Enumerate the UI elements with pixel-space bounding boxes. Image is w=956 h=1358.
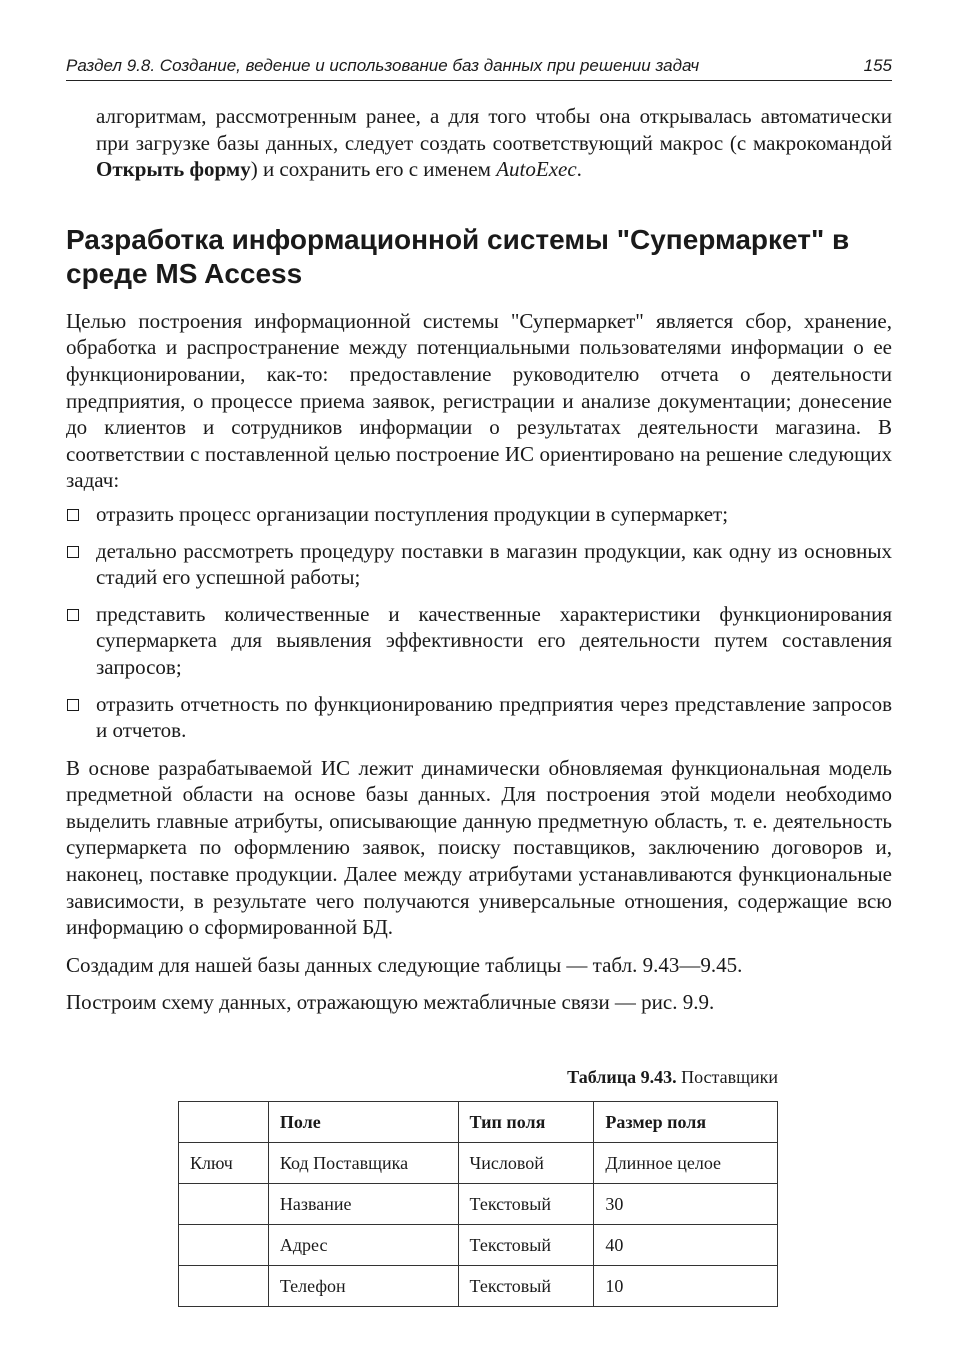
table-cell: [179, 1225, 269, 1266]
list-item-text: детально рассмотреть процедуру поставки в магазин продукции, как одну из основных стадий его успешной работы;: [96, 538, 892, 590]
list-item: [66, 501, 892, 528]
table-cell: Название: [268, 1184, 458, 1225]
list-item: [66, 601, 892, 681]
table-cell: 10: [594, 1266, 778, 1307]
table-cell: Код Поставщика: [268, 1143, 458, 1184]
checkbox-bullet-icon: [67, 699, 79, 711]
column-header: [179, 1102, 269, 1143]
table-cell: Ключ: [179, 1143, 269, 1184]
table-caption-title: Поставщики: [676, 1067, 778, 1088]
paragraph-1: Целью построения информационной системы "Супермаркет" является сбор, хранение, обработка и распространение между потенциальными пользователями информации о ее функционировании, как-то: предоставление руководителю отчета о деятельности предприятия, о процессе приема заявок, регистрации и анализе документации; донесение до клиентов и сотрудников информации о результатах деятельности магазина. В соответствии с поставленной целью построение ИС ориентировано на решение следующих задач:: [66, 308, 892, 493]
table-cell: Телефон: [268, 1266, 458, 1307]
table-cell: 40: [594, 1225, 778, 1266]
intro-text-3: .: [576, 157, 582, 182]
running-header: [66, 56, 892, 81]
table-cell: Текстовый: [458, 1184, 594, 1225]
table-cell: Длинное целое: [594, 1143, 778, 1184]
column-header: Поле: [268, 1102, 458, 1143]
table-header-row: [179, 1102, 778, 1143]
table-cell: Текстовый: [458, 1225, 594, 1266]
column-header: Тип поля: [458, 1102, 594, 1143]
list-item-text: представить количественные и качественные характеристики функционирования супермаркета для выявления эффективности его деятельности путем составления запросов;: [96, 601, 892, 679]
table-row: [179, 1266, 778, 1307]
table-caption: [66, 1066, 778, 1088]
table-row: [179, 1143, 778, 1184]
table-row: [179, 1184, 778, 1225]
table-cell: Адрес: [268, 1225, 458, 1266]
checkbox-bullet-icon: [67, 609, 79, 621]
table-cell: [179, 1184, 269, 1225]
table-cell: 30: [594, 1184, 778, 1225]
task-list: [66, 501, 892, 744]
intro-text-1: алгоритмам, рассмотренным ранее, а для того чтобы она открывалась автоматически при загрузке базы данных, следует создать соответствующий макрос (с макрокомандой: [96, 104, 892, 155]
table-row: [179, 1225, 778, 1266]
paragraph-3: Создадим для нашей базы данных следующие таблицы — табл. 9.43—9.45.: [66, 952, 743, 977]
intro-paragraph: [66, 103, 892, 183]
checkbox-bullet-icon: [67, 546, 79, 558]
running-header-title: Раздел 9.8. Создание, ведение и использование баз данных при решении задач: [66, 56, 700, 75]
checkbox-bullet-icon: [67, 509, 79, 521]
intro-bold: Открыть форму: [96, 157, 251, 182]
suppliers-table: [178, 1101, 778, 1307]
list-item: [66, 691, 892, 744]
paragraph-4: Построим схему данных, отражающую межтабличные связи — рис. 9.9.: [66, 990, 715, 1015]
page-number: 155: [863, 56, 892, 75]
page: [66, 56, 892, 1307]
table-cell: [179, 1266, 269, 1307]
column-header: Размер поля: [594, 1102, 778, 1143]
section-heading: Разработка информационной системы "Супермаркет" в среде MS Access: [66, 223, 850, 289]
list-item: [66, 538, 892, 591]
paragraph-2: В основе разрабатываемой ИС лежит динамически обновляемая функциональная модель предметной области на основе базы данных. Для построения этой модели необходимо выделить главные атрибуты, описывающие данную предметную область, т. е. деятельность супермаркета по оформлению заявок, поиску поставщиков, заключению договоров и, наконец, поставке продукции. Далее между атрибутами устанавливаются функциональные зависимости, в результате чего получаются универсальные отношения, содержащие всю информацию о сформированной БД.: [66, 755, 892, 940]
table-cell: Текстовый: [458, 1266, 594, 1307]
list-item-text: отразить процесс организации поступления продукции в супермаркет;: [96, 501, 729, 526]
list-item-text: отразить отчетность по функционированию предприятия через представление запросов и отчетов.: [96, 691, 892, 743]
table-cell: Числовой: [458, 1143, 594, 1184]
intro-text-2: ) и сохранить его с именем: [250, 157, 497, 182]
intro-italic: AutoExec: [496, 157, 577, 182]
table-caption-label: Таблица 9.43.: [567, 1067, 677, 1088]
